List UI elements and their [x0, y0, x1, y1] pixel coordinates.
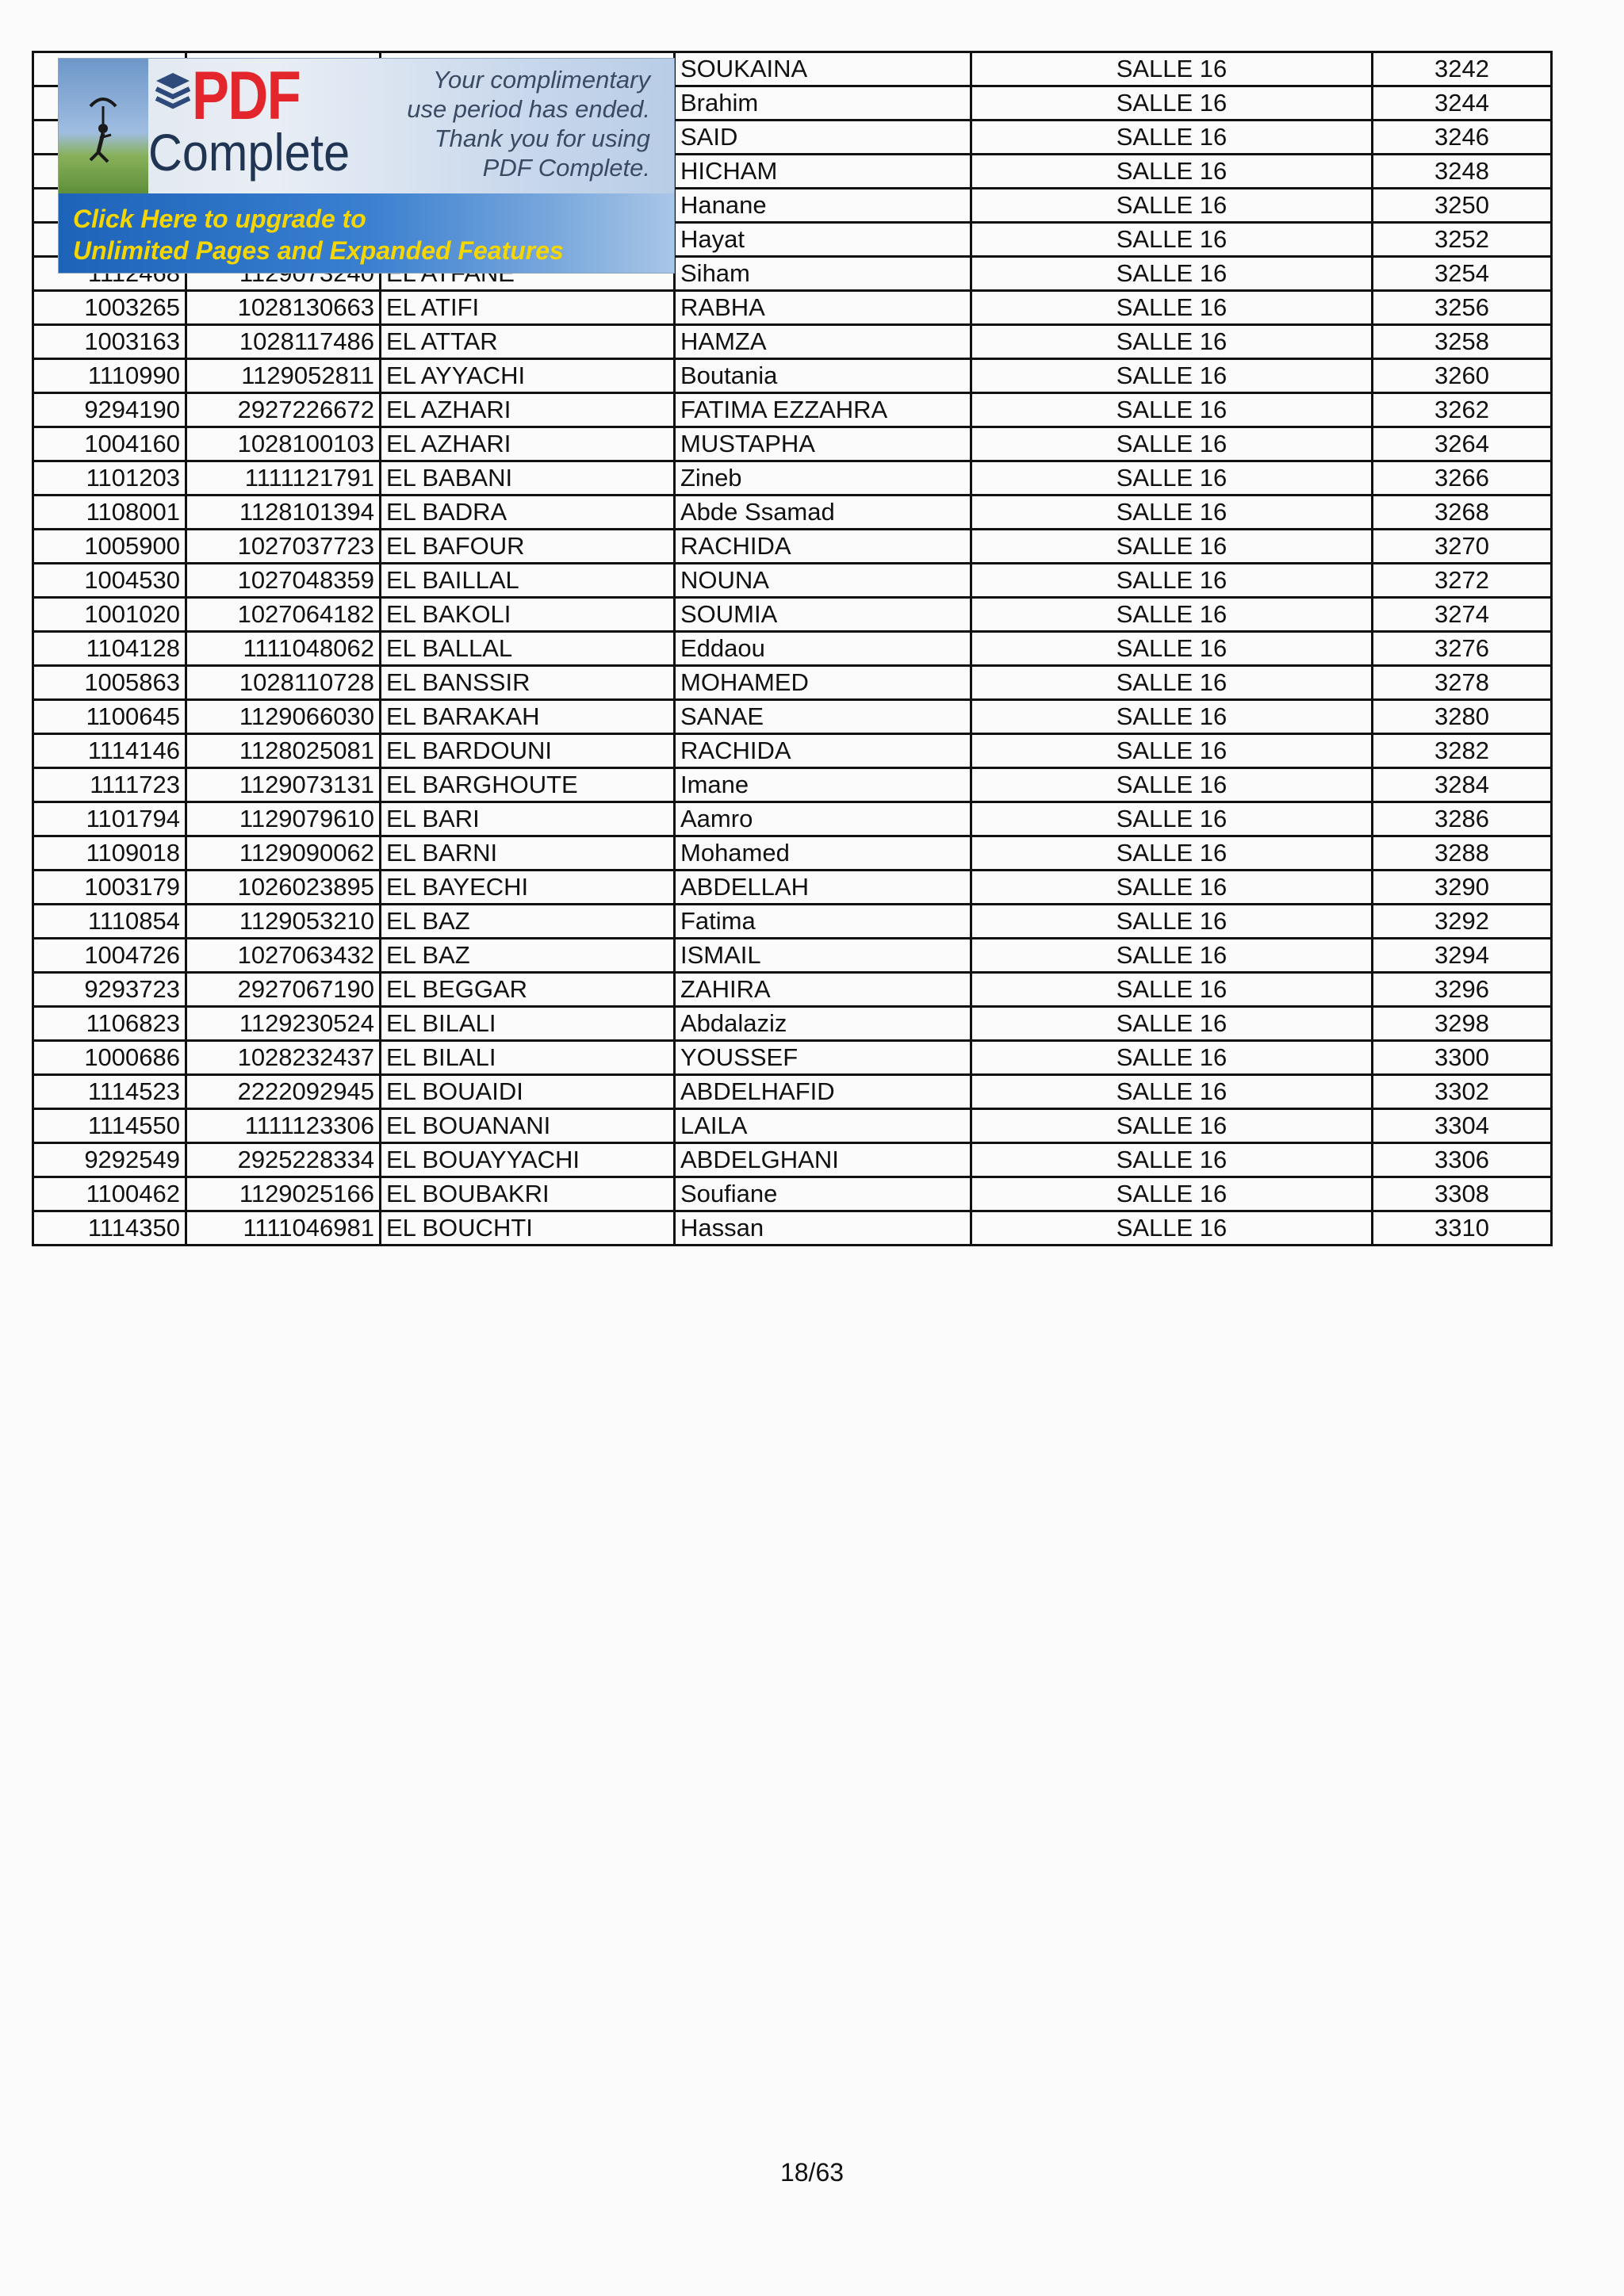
- table-row: [33, 530, 1552, 564]
- cell-exam-number: 3306: [1373, 1143, 1552, 1177]
- cell-first-name: Zineb: [675, 461, 971, 496]
- cell-room: SALLE 16: [971, 393, 1373, 427]
- table-row: [33, 1211, 1552, 1246]
- cell-room: SALLE 16: [971, 1041, 1373, 1075]
- cell-last-name: EL ATTAR: [381, 325, 675, 359]
- cell-code: 1129066030: [186, 700, 381, 734]
- cell-code: 1128101394: [186, 496, 381, 530]
- cell-exam-number: 3260: [1373, 359, 1552, 393]
- cell-exam-number: 3294: [1373, 939, 1552, 973]
- cell-exam-number: 3264: [1373, 427, 1552, 461]
- cell-exam-number: 3298: [1373, 1007, 1552, 1041]
- cell-room: SALLE 16: [971, 768, 1373, 802]
- cell-code: 1027048359: [186, 564, 381, 598]
- cell-exam-number: 3270: [1373, 530, 1552, 564]
- pdf-complete-upgrade-banner[interactable]: [58, 58, 675, 274]
- cell-id: 1110990: [33, 359, 186, 393]
- cell-id: 1005900: [33, 530, 186, 564]
- cell-first-name: Soufiane: [675, 1177, 971, 1211]
- table-row: [33, 496, 1552, 530]
- cell-exam-number: 3286: [1373, 802, 1552, 836]
- cell-exam-number: 3244: [1373, 86, 1552, 121]
- cell-code: 1128025081: [186, 734, 381, 768]
- cell-room: SALLE 16: [971, 666, 1373, 700]
- pdf-complete-logo: [148, 59, 426, 193]
- cell-code: 2927067190: [186, 973, 381, 1007]
- cell-first-name: MUSTAPHA: [675, 427, 971, 461]
- cell-first-name: NOUNA: [675, 564, 971, 598]
- cell-code: 1028117486: [186, 325, 381, 359]
- cell-id: 1114146: [33, 734, 186, 768]
- cell-id: 1005863: [33, 666, 186, 700]
- table-row: [33, 700, 1552, 734]
- cell-last-name: EL BANSSIR: [381, 666, 675, 700]
- table-row: [33, 836, 1552, 871]
- cell-room: SALLE 16: [971, 1109, 1373, 1143]
- cell-exam-number: 3288: [1373, 836, 1552, 871]
- cell-exam-number: 3268: [1373, 496, 1552, 530]
- cell-id: 1003265: [33, 291, 186, 325]
- cell-id: 1109018: [33, 836, 186, 871]
- cell-exam-number: 3252: [1373, 223, 1552, 257]
- table-row: [33, 666, 1552, 700]
- layers-icon: [153, 70, 193, 117]
- cell-id: 9294190: [33, 393, 186, 427]
- cell-code: 1129052811: [186, 359, 381, 393]
- table-row: [33, 393, 1552, 427]
- cell-last-name: EL BOUBAKRI: [381, 1177, 675, 1211]
- cell-exam-number: 3304: [1373, 1109, 1552, 1143]
- cell-room: SALLE 16: [971, 700, 1373, 734]
- cell-first-name: Aamro: [675, 802, 971, 836]
- cell-exam-number: 3290: [1373, 871, 1552, 905]
- table-row: [33, 427, 1552, 461]
- cell-room: SALLE 16: [971, 802, 1373, 836]
- cell-last-name: EL BILALI: [381, 1041, 675, 1075]
- cell-exam-number: 3310: [1373, 1211, 1552, 1246]
- table-row: [33, 1109, 1552, 1143]
- cell-id: 1111723: [33, 768, 186, 802]
- table-row: [33, 325, 1552, 359]
- cell-first-name: RACHIDA: [675, 530, 971, 564]
- table-row: [33, 1143, 1552, 1177]
- cell-first-name: Boutania: [675, 359, 971, 393]
- cell-id: 1114523: [33, 1075, 186, 1109]
- cell-room: SALLE 16: [971, 257, 1373, 291]
- cell-exam-number: 3278: [1373, 666, 1552, 700]
- table-row: [33, 598, 1552, 632]
- cell-room: SALLE 16: [971, 52, 1373, 86]
- cell-last-name: EL BAYECHI: [381, 871, 675, 905]
- cell-last-name: EL BADRA: [381, 496, 675, 530]
- cell-id: 1101203: [33, 461, 186, 496]
- cell-id: 1004726: [33, 939, 186, 973]
- cell-room: SALLE 16: [971, 496, 1373, 530]
- table-row: [33, 905, 1552, 939]
- cell-room: SALLE 16: [971, 939, 1373, 973]
- table-row: [33, 1007, 1552, 1041]
- cell-id: 9293723: [33, 973, 186, 1007]
- cell-first-name: FATIMA EZZAHRA: [675, 393, 971, 427]
- cell-code: 1027037723: [186, 530, 381, 564]
- cell-exam-number: 3254: [1373, 257, 1552, 291]
- table-row: [33, 939, 1552, 973]
- cell-first-name: YOUSSEF: [675, 1041, 971, 1075]
- cell-room: SALLE 16: [971, 734, 1373, 768]
- cell-room: SALLE 16: [971, 598, 1373, 632]
- cell-room: SALLE 16: [971, 291, 1373, 325]
- cell-exam-number: 3284: [1373, 768, 1552, 802]
- cell-first-name: Hanane: [675, 189, 971, 223]
- cell-code: 1028110728: [186, 666, 381, 700]
- cell-last-name: EL BILALI: [381, 1007, 675, 1041]
- cell-first-name: ISMAIL: [675, 939, 971, 973]
- table-row: [33, 291, 1552, 325]
- logo-pdf-text: PDF: [192, 58, 301, 134]
- cell-room: SALLE 16: [971, 1007, 1373, 1041]
- cell-code: 1129053210: [186, 905, 381, 939]
- cell-exam-number: 3292: [1373, 905, 1552, 939]
- table-row: [33, 1041, 1552, 1075]
- trial-expired-message: Your complimentary use period has ended. Thank you for using PDF Complete.: [407, 66, 650, 182]
- cell-code: 2927226672: [186, 393, 381, 427]
- cell-code: 1028232437: [186, 1041, 381, 1075]
- cell-exam-number: 3274: [1373, 598, 1552, 632]
- logo-complete-text: Complete: [148, 123, 350, 182]
- cell-id: 1104128: [33, 632, 186, 666]
- cell-last-name: EL BOUANANI: [381, 1109, 675, 1143]
- cell-first-name: SOUKAINA: [675, 52, 971, 86]
- table-row: [33, 973, 1552, 1007]
- cell-exam-number: 3302: [1373, 1075, 1552, 1109]
- cell-id: 9292549: [33, 1143, 186, 1177]
- cell-id: 1000686: [33, 1041, 186, 1075]
- cell-first-name: Abdalaziz: [675, 1007, 971, 1041]
- cell-code: 1026023895: [186, 871, 381, 905]
- cell-exam-number: 3276: [1373, 632, 1552, 666]
- cell-id: 1106823: [33, 1007, 186, 1041]
- table-row: [33, 632, 1552, 666]
- cell-exam-number: 3280: [1373, 700, 1552, 734]
- table-row: [33, 1075, 1552, 1109]
- cell-first-name: RABHA: [675, 291, 971, 325]
- table-row: [33, 1177, 1552, 1211]
- cell-last-name: EL BALLAL: [381, 632, 675, 666]
- cell-room: SALLE 16: [971, 86, 1373, 121]
- cell-last-name: EL BOUAYYACHI: [381, 1143, 675, 1177]
- cell-last-name: EL AZHARI: [381, 427, 675, 461]
- banner-photo: [59, 59, 148, 193]
- table-row: [33, 768, 1552, 802]
- cell-exam-number: 3262: [1373, 393, 1552, 427]
- cell-room: SALLE 16: [971, 1075, 1373, 1109]
- cell-last-name: EL BOUCHTI: [381, 1211, 675, 1246]
- cell-last-name: EL BOUAIDI: [381, 1075, 675, 1109]
- cell-last-name: EL ATIFI: [381, 291, 675, 325]
- cell-first-name: MOHAMED: [675, 666, 971, 700]
- cell-room: SALLE 16: [971, 836, 1373, 871]
- cell-last-name: EL BARI: [381, 802, 675, 836]
- cell-room: SALLE 16: [971, 121, 1373, 155]
- cell-exam-number: 3256: [1373, 291, 1552, 325]
- cell-last-name: EL BAZ: [381, 939, 675, 973]
- page-number: 18/63: [779, 2158, 845, 2187]
- cell-first-name: Hayat: [675, 223, 971, 257]
- cell-id: 1001020: [33, 598, 186, 632]
- cell-first-name: Brahim: [675, 86, 971, 121]
- cell-room: SALLE 16: [971, 325, 1373, 359]
- cell-id: 1114550: [33, 1109, 186, 1143]
- cell-code: 1129025166: [186, 1177, 381, 1211]
- cell-exam-number: 3246: [1373, 121, 1552, 155]
- cell-exam-number: 3248: [1373, 155, 1552, 189]
- cell-room: SALLE 16: [971, 564, 1373, 598]
- cell-code: 1129090062: [186, 836, 381, 871]
- cell-id: 1101794: [33, 802, 186, 836]
- cell-first-name: Abde Ssamad: [675, 496, 971, 530]
- table-row: [33, 564, 1552, 598]
- table-row: [33, 359, 1552, 393]
- cell-room: SALLE 16: [971, 1177, 1373, 1211]
- cell-id: 1004530: [33, 564, 186, 598]
- cell-room: SALLE 16: [971, 905, 1373, 939]
- cell-id: 1108001: [33, 496, 186, 530]
- cell-first-name: SOUMIA: [675, 598, 971, 632]
- cell-last-name: EL BARDOUNI: [381, 734, 675, 768]
- cell-code: 1111123306: [186, 1109, 381, 1143]
- cell-code: 1111048062: [186, 632, 381, 666]
- cell-last-name: EL AYYACHI: [381, 359, 675, 393]
- cell-exam-number: 3282: [1373, 734, 1552, 768]
- upgrade-link[interactable]: [59, 193, 674, 274]
- cell-room: SALLE 16: [971, 223, 1373, 257]
- cell-exam-number: 3266: [1373, 461, 1552, 496]
- jumping-person-icon: [59, 59, 148, 193]
- cell-last-name: EL BAZ: [381, 905, 675, 939]
- cell-last-name: EL BAILLAL: [381, 564, 675, 598]
- upgrade-link-text: Click Here to upgrade to Unlimited Pages and Expanded Features: [73, 205, 564, 265]
- cell-code: 2222092945: [186, 1075, 381, 1109]
- cell-exam-number: 3250: [1373, 189, 1552, 223]
- cell-last-name: EL BARGHOUTE: [381, 768, 675, 802]
- cell-first-name: SAID: [675, 121, 971, 155]
- table-row: [33, 802, 1552, 836]
- cell-first-name: Hassan: [675, 1211, 971, 1246]
- cell-code: 1111121791: [186, 461, 381, 496]
- cell-first-name: Siham: [675, 257, 971, 291]
- cell-last-name: EL BARNI: [381, 836, 675, 871]
- cell-room: SALLE 16: [971, 530, 1373, 564]
- cell-first-name: RACHIDA: [675, 734, 971, 768]
- cell-exam-number: 3296: [1373, 973, 1552, 1007]
- cell-first-name: ABDELHAFID: [675, 1075, 971, 1109]
- table-row: [33, 871, 1552, 905]
- cell-code: 1129230524: [186, 1007, 381, 1041]
- cell-first-name: ZAHIRA: [675, 973, 971, 1007]
- cell-id: 1100645: [33, 700, 186, 734]
- cell-first-name: SANAE: [675, 700, 971, 734]
- cell-first-name: LAILA: [675, 1109, 971, 1143]
- cell-room: SALLE 16: [971, 189, 1373, 223]
- cell-code: 1129079610: [186, 802, 381, 836]
- cell-id: 1114350: [33, 1211, 186, 1246]
- table-row: [33, 734, 1552, 768]
- cell-room: SALLE 16: [971, 871, 1373, 905]
- cell-exam-number: 3272: [1373, 564, 1552, 598]
- cell-room: SALLE 16: [971, 359, 1373, 393]
- cell-last-name: EL BARAKAH: [381, 700, 675, 734]
- cell-last-name: EL BEGGAR: [381, 973, 675, 1007]
- cell-last-name: EL BAKOLI: [381, 598, 675, 632]
- cell-code: 1028100103: [186, 427, 381, 461]
- cell-room: SALLE 16: [971, 1211, 1373, 1246]
- cell-room: SALLE 16: [971, 1143, 1373, 1177]
- cell-code: 1111046981: [186, 1211, 381, 1246]
- cell-room: SALLE 16: [971, 155, 1373, 189]
- cell-code: 1027064182: [186, 598, 381, 632]
- table-row: [33, 461, 1552, 496]
- cell-exam-number: 3308: [1373, 1177, 1552, 1211]
- cell-first-name: Fatima: [675, 905, 971, 939]
- cell-first-name: Imane: [675, 768, 971, 802]
- cell-id: 1110854: [33, 905, 186, 939]
- cell-exam-number: 3300: [1373, 1041, 1552, 1075]
- cell-first-name: Mohamed: [675, 836, 971, 871]
- cell-first-name: Eddaou: [675, 632, 971, 666]
- cell-first-name: ABDELLAH: [675, 871, 971, 905]
- cell-code: 1028130663: [186, 291, 381, 325]
- cell-room: SALLE 16: [971, 632, 1373, 666]
- cell-last-name: EL BABANI: [381, 461, 675, 496]
- cell-room: SALLE 16: [971, 461, 1373, 496]
- cell-first-name: ABDELGHANI: [675, 1143, 971, 1177]
- cell-code: 1027063432: [186, 939, 381, 973]
- cell-first-name: HAMZA: [675, 325, 971, 359]
- cell-room: SALLE 16: [971, 973, 1373, 1007]
- cell-id: 1003163: [33, 325, 186, 359]
- cell-last-name: EL AZHARI: [381, 393, 675, 427]
- cell-id: 1100462: [33, 1177, 186, 1211]
- cell-id: 1003179: [33, 871, 186, 905]
- cell-id: 1004160: [33, 427, 186, 461]
- cell-room: SALLE 16: [971, 427, 1373, 461]
- cell-exam-number: 3258: [1373, 325, 1552, 359]
- cell-code: 1129073131: [186, 768, 381, 802]
- cell-code: 2925228334: [186, 1143, 381, 1177]
- cell-exam-number: 3242: [1373, 52, 1552, 86]
- cell-first-name: HICHAM: [675, 155, 971, 189]
- cell-last-name: EL BAFOUR: [381, 530, 675, 564]
